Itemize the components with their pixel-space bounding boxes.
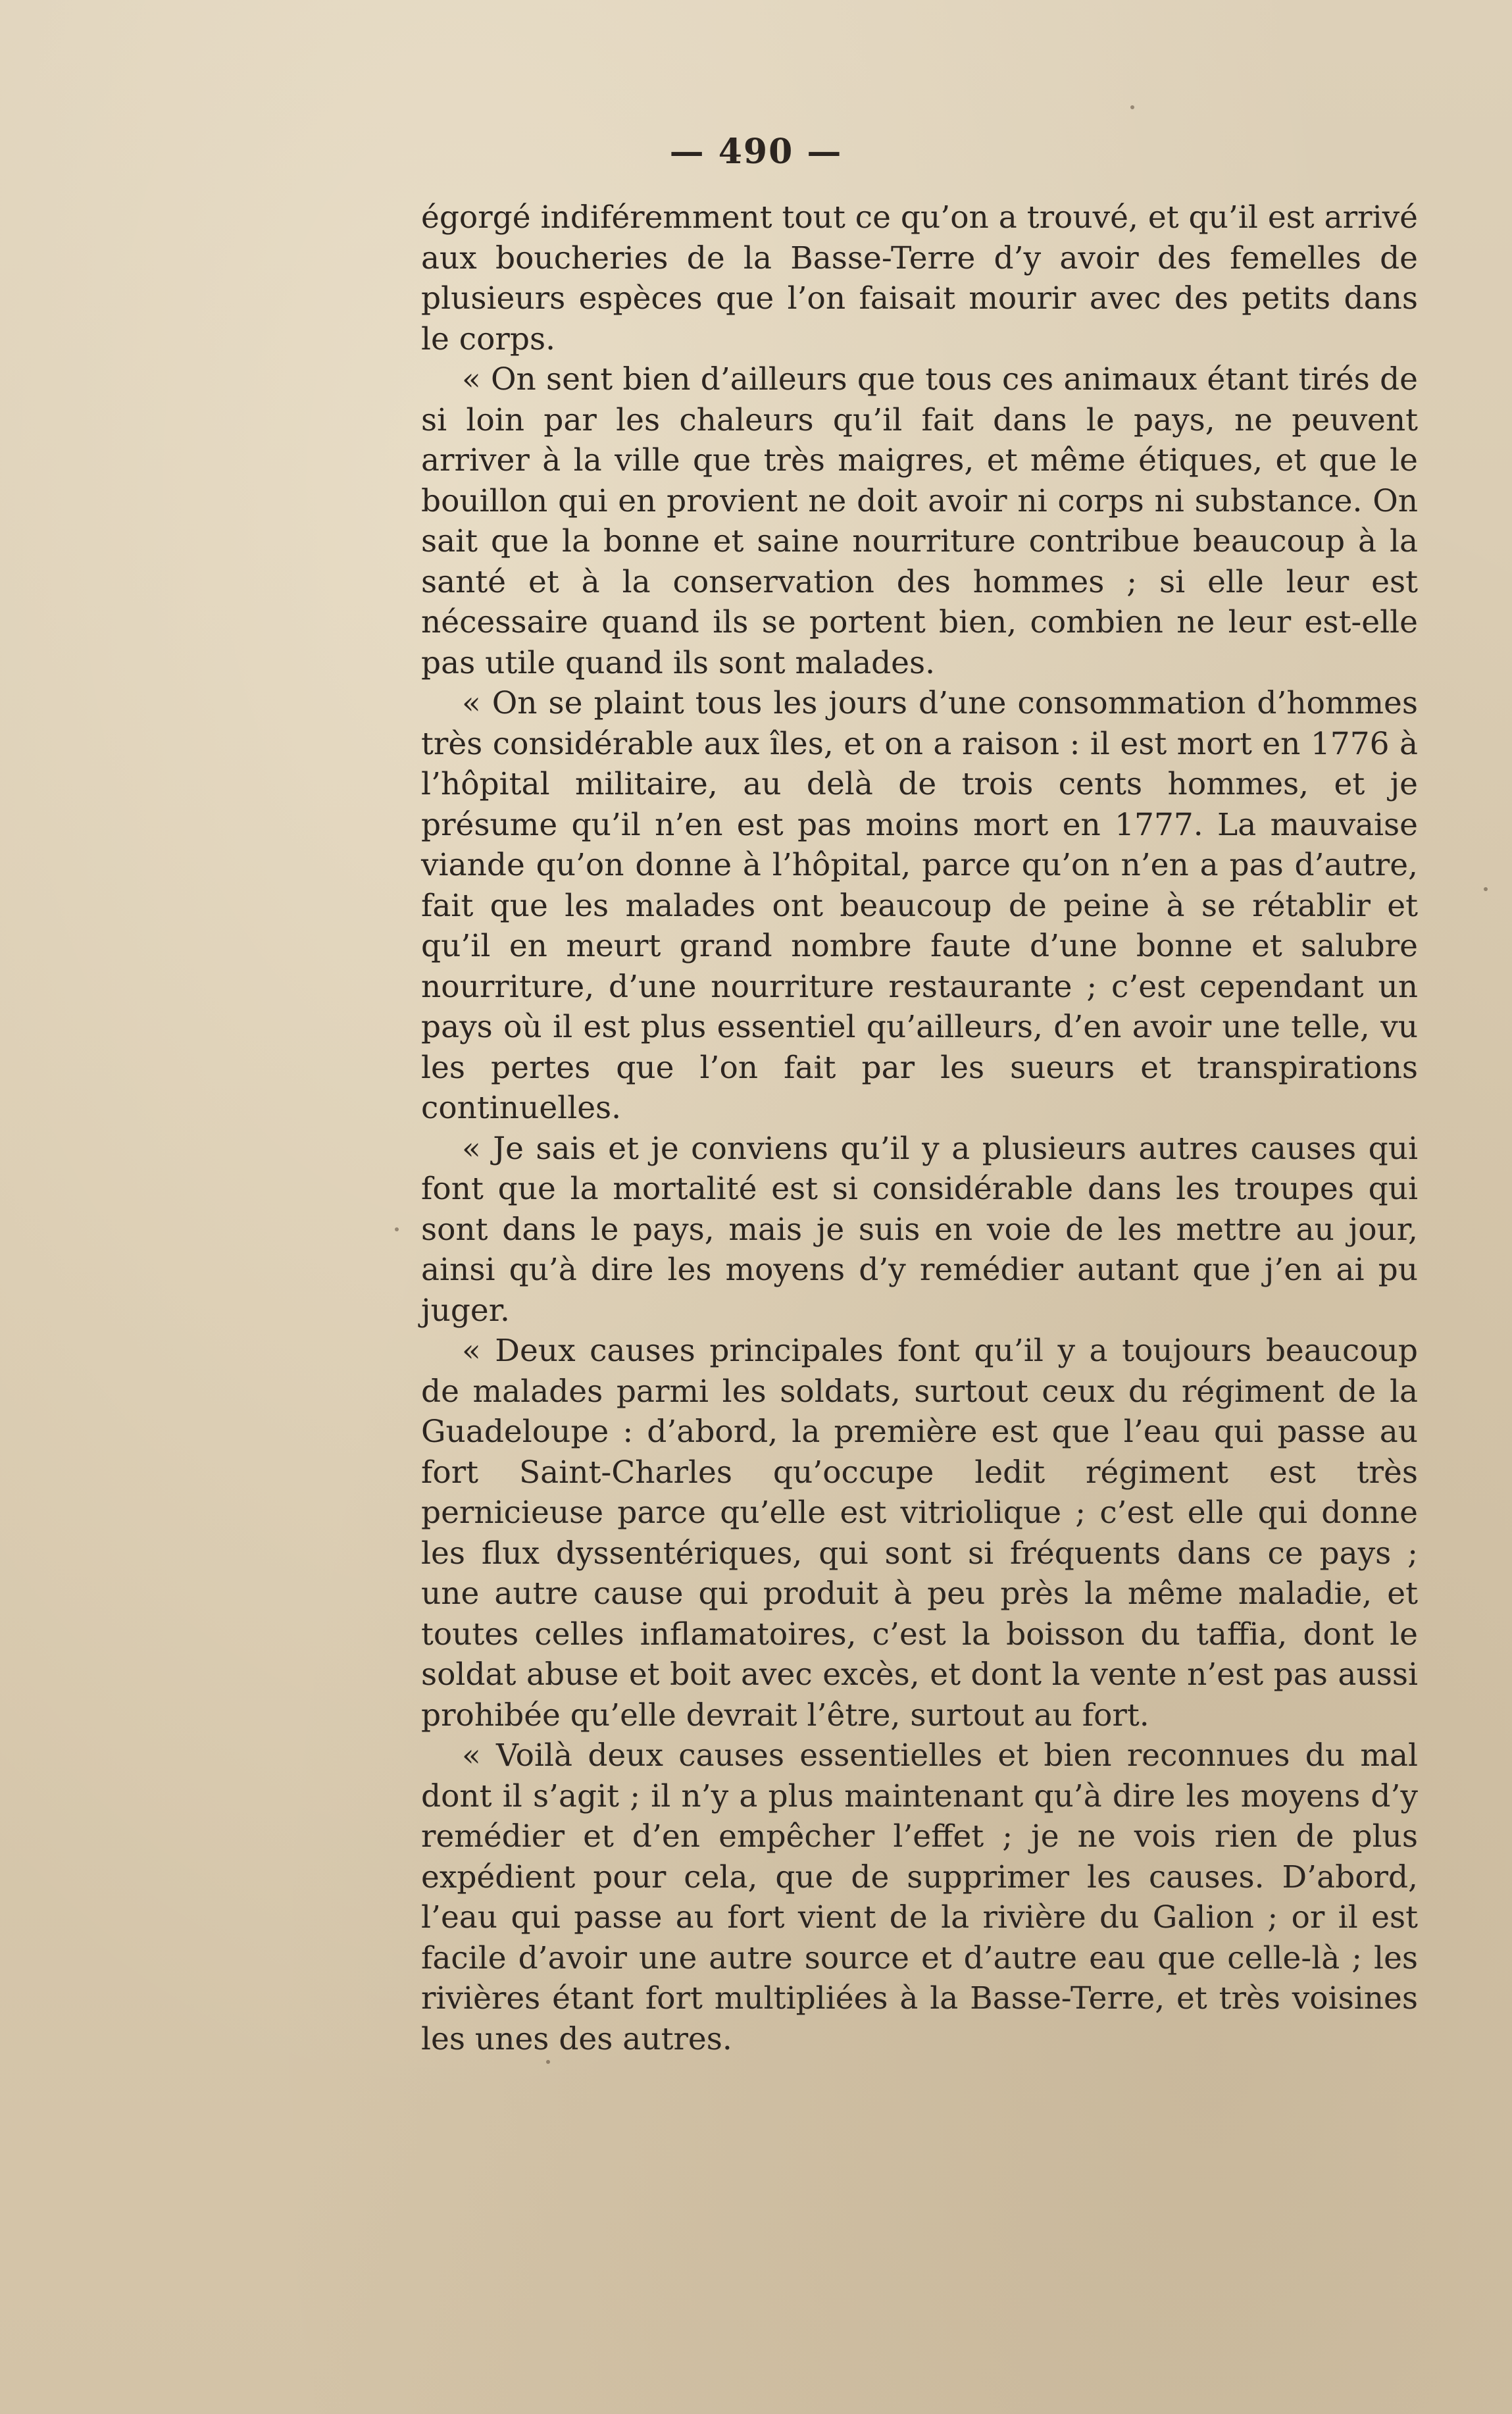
page-number: — 490 — [669,132,843,172]
paragraph-1: égorgé indiféremment tout ce qu’on a trouvé, et qu’il est arrivé aux boucheries de la Basse-Terre d’y avoir des femelles de plusieurs espèces que l’on faisait mourir avec des petits dans le corps. [421,199,1418,357]
paragraph-4: « Je sais et je conviens qu’il y a plusieurs autres causes qui font que la mortalité est si considérable dans les troupes qui sont dans le pays, mais je suis en voie de les mettre au jour, ainsi qu’à dire les moyens d’y remédier autant que j’en ai pu juger. [421,1130,1418,1329]
paragraph-5: « Deux causes principales font qu’il y a toujours beaucoup de malades parmi les soldats, surtout ceux du régiment de la Guadeloupe : d’abord, la première est que l’eau qui passe au fort Saint-Charles qu’occupe ledit régiment est très pernicieuse parce qu’elle est vitriolique ; c’est elle qui donne les flux dyssentériques, qui sont si fréquents dans ce pays ; une autre cause qui produit à peu près la même maladie, et toutes celles inflamatoires, c’est la boisson du taffia, dont le soldat abuse et boit avec excès, et dont la vente n’est pas aussi prohibée qu’elle devrait l’être, surtout au fort. [421,1333,1418,1733]
paper-speck [546,2060,550,2064]
paragraph-2: « On sent bien d’ailleurs que tous ces animaux étant tirés de si loin par les chaleurs qu’il fait dans le pays, ne peuvent arriver à la ville que très maigres, et même étiques, et que le bouillon qui en provient ne doit avoir ni corps ni substance. On sait que la bonne et saine nourriture contribue beaucoup à la santé et à la conservation des hommes ; si elle leur est nécessaire quand ils se portent bien, combien ne leur est-elle pas utile quand ils sont malades. [421,361,1418,681]
paragraph-6: « Voilà deux causes essentielles et bien reconnues du mal dont il s’agit ; il n’y a plus maintenant qu’à dire les moyens d’y remédier et d’en empêcher l’effet ; je ne vois rien de plus expédient pour cela, que de supprimer les causes. D’abord, l’eau qui passe au fort vient de la rivière du Galion ; or il est facile d’avoir une autre source et d’autre eau que celle-là ; les rivières étant fort multipliées à la Basse-Terre, et très voisines les unes des autres. [421,1737,1418,2057]
paper-speck [395,1227,399,1231]
paper-speck [1484,887,1488,891]
body-text [421,197,1418,2059]
paper-speck [815,1065,819,1069]
paper-speck [1130,105,1134,109]
paragraph-3: « On se plaint tous les jours d’une consommation d’hommes très considérable aux îles, et on a raison : il est mort en 1776 à l’hôpital militaire, au delà de trois cents hommes, et je présume qu’il n’en est pas moins mort en 1777. La mauvaise viande qu’on donne à l’hôpital, parce qu’on n’en a pas d’autre, fait que les malades ont beaucoup de peine à se rétablir et qu’il en meurt grand nombre faute d’une bonne et salubre nourriture, d’une nourriture restaurante ; c’est cependant un pays où il est plus essentiel qu’ailleurs, d’en avoir une telle, vu les pertes que l’on fait par les sueurs et transpirations continuelles. [421,685,1418,1126]
